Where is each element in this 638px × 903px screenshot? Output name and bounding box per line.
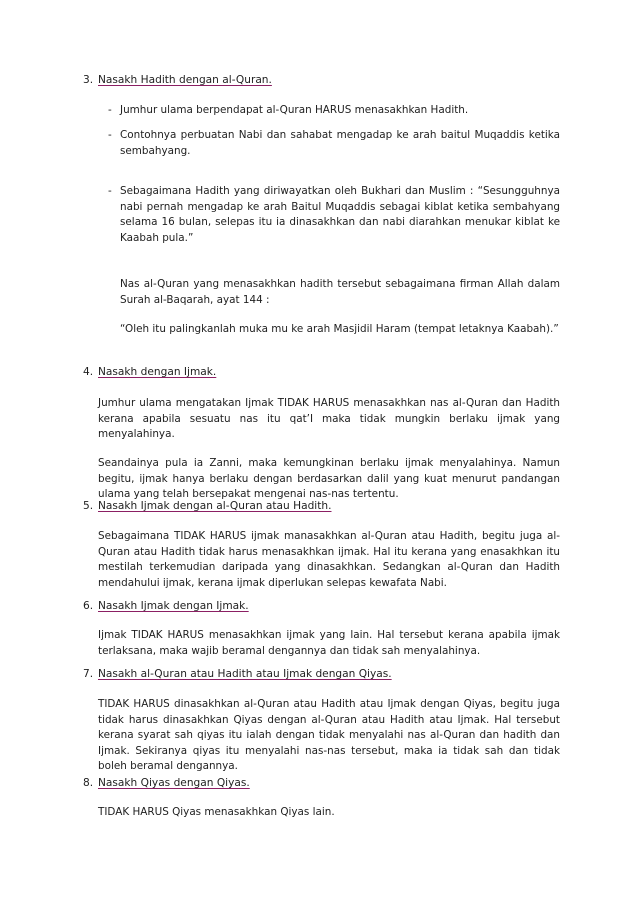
bullet-dash: - xyxy=(108,185,112,197)
bullet-text: Jumhur ulama berpendapat al-Quran HARUS menasakhkan Hadith. xyxy=(120,104,469,116)
paragraph: Nas al-Quran yang menasakhkan hadith tersebut sebagaimana firman Allah dalam Surah al-Baqarah, ayat 144 : xyxy=(120,278,560,306)
section-heading: Nasakh Qiyas dengan Qiyas. xyxy=(98,777,250,789)
bullet-dash: - xyxy=(108,129,112,141)
section-heading: Nasakh Ijmak dengan Ijmak. xyxy=(98,600,249,612)
paragraph: “Oleh itu palingkanlah muka mu ke arah Masjidil Haram (tempat letaknya Kaabah).” xyxy=(120,323,559,335)
section-number: 8. xyxy=(83,777,94,789)
section-number: 3. xyxy=(83,74,94,86)
section-heading: Nasakh Hadith dengan al-Quran. xyxy=(98,74,272,86)
paragraph: Seandainya pula ia Zanni, maka kemungkinan berlaku ijmak menyalahinya. Namun begitu, ijmak hanya berlaku dengan berdasarkan dalil yang kuat menurut pandangan ulama yang telah bersepakat mengenai nas-nas tertentu. xyxy=(98,457,560,500)
section-number: 5. xyxy=(83,500,94,512)
section-heading: Nasakh al-Quran atau Hadith atau Ijmak dengan Qiyas. xyxy=(98,668,392,680)
paragraph: Sebagaimana TIDAK HARUS ijmak manasakhkan al-Quran atau Hadith, begitu juga al-Quran atau Hadith tidak harus menasakhkan ijmak. Hal itu kerana yang enasakhkan itu mestilah terkemudian daripada yang dinasakhkan. Sedangkan al-Quran dan Hadith mendahului ijmak, kerana ijmak diperlukan selepas kewafata Nabi. xyxy=(98,530,560,589)
paragraph: TIDAK HARUS Qiyas menasakhkan Qiyas lain. xyxy=(98,806,335,818)
bullet-dash: - xyxy=(108,104,112,116)
section-number: 6. xyxy=(83,600,94,612)
section-number: 4. xyxy=(83,366,94,378)
paragraph: TIDAK HARUS dinasakhkan al-Quran atau Hadith atau Ijmak dengan Qiyas, begitu juga tidak harus dinasakhkan Qiyas dengan al-Quran atau Hadith atau Ijmak. Hal tersebut kerana syarat sah qiyas itu ialah dengan tidak menyalahi nas al-Quran dan hadith dan Ijmak. Sekiranya qiyas itu menyalahi nas-nas tersebut, maka ia tidak sah dan tidak boleh beramal dengannya. xyxy=(98,698,560,772)
section-number: 7. xyxy=(83,668,94,680)
bullet-text: Contohnya perbuatan Nabi dan sahabat mengadap ke arah baitul Muqaddis ketika sembahyang. xyxy=(120,129,560,157)
bullet-text: Sebagaimana Hadith yang diriwayatkan oleh Bukhari dan Muslim : “Sesungguhnya nabi pernah mengadap ke arah Baitul Muqaddis sebagai kiblat ketika sembahyang selama 16 bulan, selepas itu ia dinasakhkan dan nabi diarahkan menukar kiblat ke Kaabah pula.” xyxy=(120,185,560,244)
paragraph: Ijmak TIDAK HARUS menasakhkan ijmak yang lain. Hal tersebut kerana apabila ijmak terlaksana, maka wajib beramal dengannya dan tidak sah menyalahinya. xyxy=(98,629,560,657)
section-heading: Nasakh dengan Ijmak. xyxy=(98,366,217,378)
paragraph: Jumhur ulama mengatakan Ijmak TIDAK HARUS menasakhkan nas al-Quran dan Hadith kerana apabila sesuatu nas itu qat’I maka tidak mungkin berlaku ijmak yang menyalahinya. xyxy=(98,397,560,440)
section-heading: Nasakh Ijmak dengan al-Quran atau Hadith. xyxy=(98,500,332,512)
